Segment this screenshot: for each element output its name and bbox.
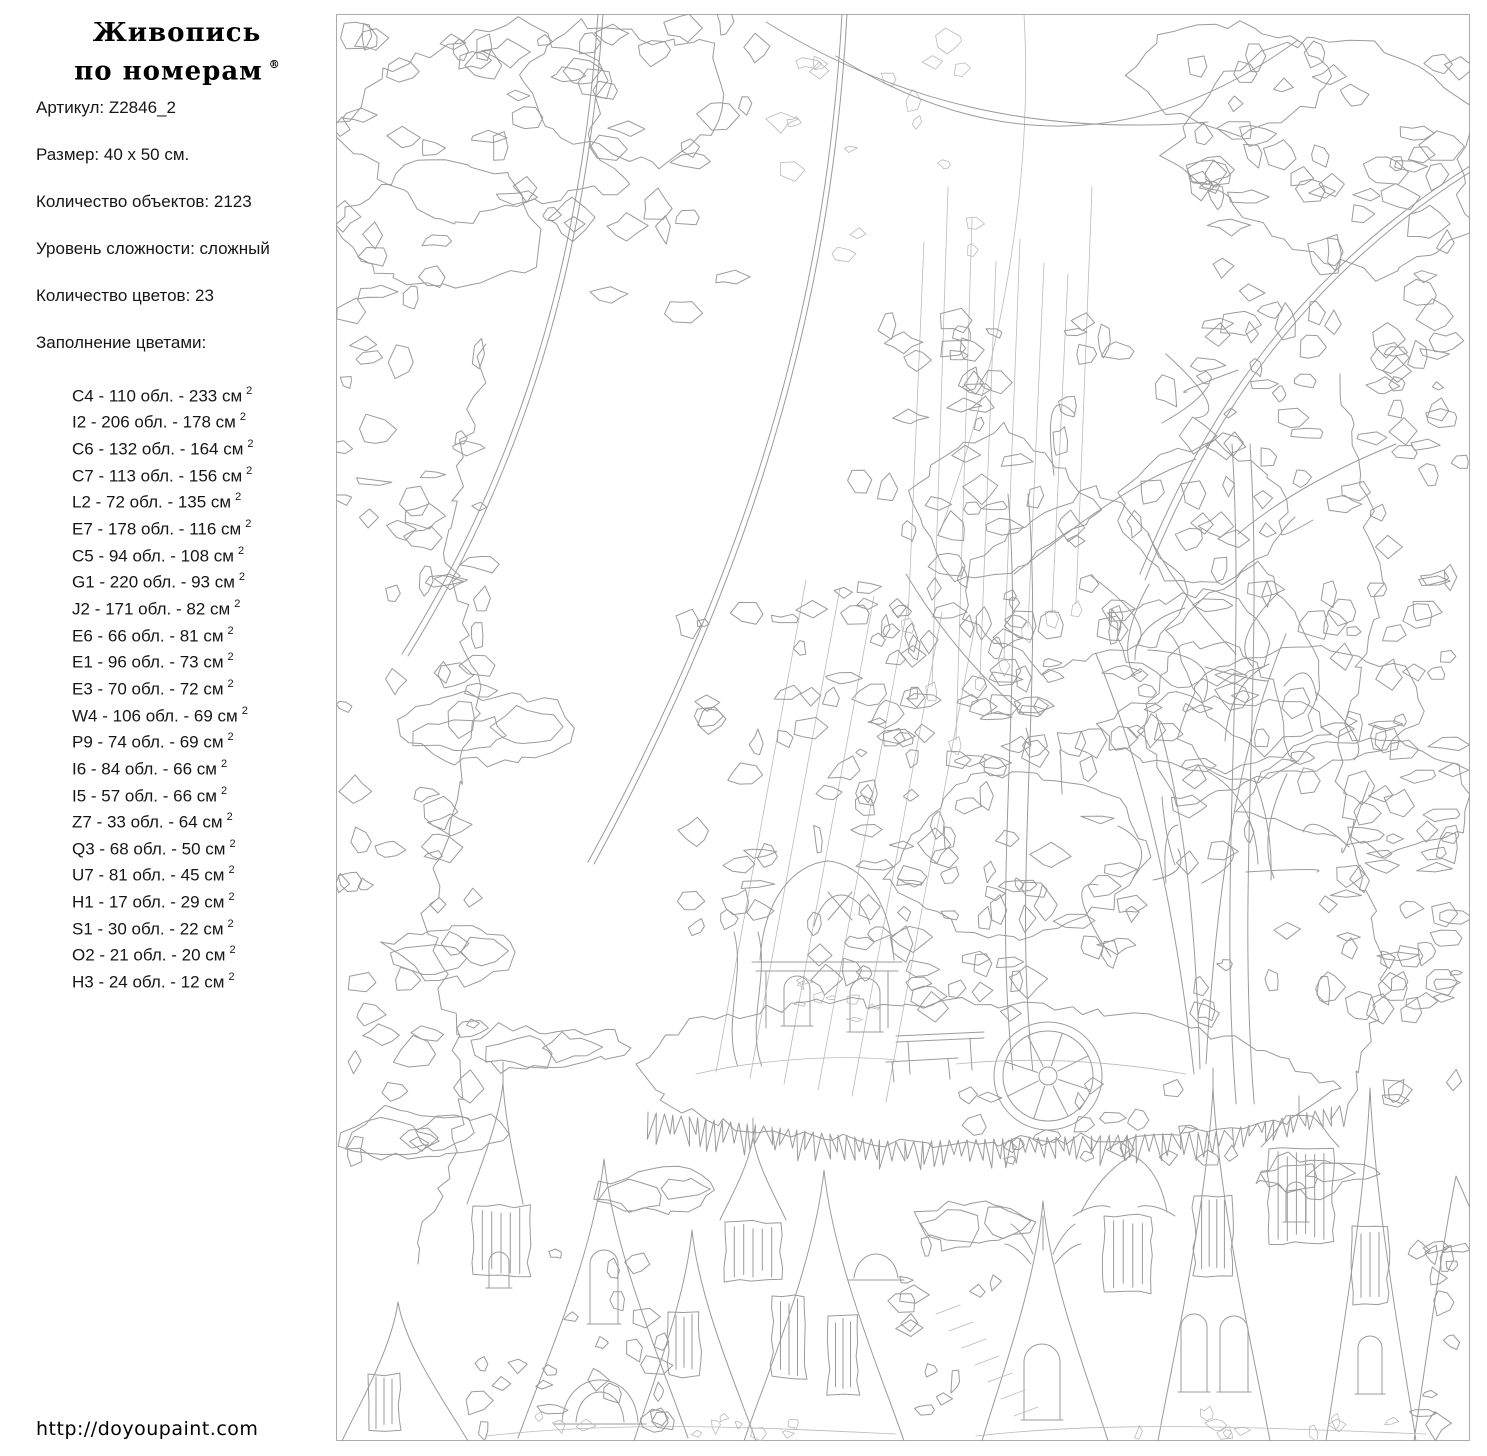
- separator: -: [93, 972, 109, 992]
- color-code: U7: [72, 866, 94, 886]
- region-count: 70 обл.: [107, 679, 165, 699]
- color-fill-list: [72, 381, 336, 994]
- brand-line2-text: по номерам: [74, 56, 263, 87]
- separator: -: [93, 466, 109, 486]
- color-fill-item: [72, 781, 336, 808]
- area-superscript: 2: [245, 517, 252, 530]
- region-count: 21 обл.: [109, 946, 167, 966]
- area-superscript: 2: [241, 704, 248, 717]
- area-value: 93 см: [191, 572, 235, 592]
- separator: -: [166, 946, 182, 966]
- area-superscript: 2: [228, 971, 235, 984]
- color-fill-item: [72, 461, 336, 488]
- color-fill-item: [72, 914, 336, 941]
- region-count: 106 обл.: [112, 706, 179, 726]
- color-fill-item: [72, 727, 336, 754]
- color-fill-item: [72, 541, 336, 568]
- color-code: E3: [72, 679, 93, 699]
- site-url: http://doyoupaint.com: [36, 1418, 259, 1440]
- separator: -: [93, 546, 109, 566]
- region-count: 94 обл.: [108, 546, 166, 566]
- product-article: Артикул: Z2846_2: [36, 97, 176, 117]
- color-code: W4: [72, 706, 98, 726]
- color-fill-item: [72, 807, 336, 834]
- color-fill-item: [72, 940, 336, 967]
- separator: -: [90, 492, 107, 512]
- color-fill-item: [72, 674, 336, 701]
- separator: -: [171, 599, 187, 619]
- separator: -: [93, 892, 109, 912]
- region-count: 24 обл.: [108, 972, 166, 992]
- region-count: 33 обл.: [106, 812, 164, 832]
- area-superscript: 2: [227, 624, 234, 637]
- area-superscript: 2: [227, 677, 234, 690]
- separator: -: [167, 412, 183, 432]
- color-code: O2: [72, 946, 95, 966]
- area-value: 12 см: [180, 972, 225, 992]
- area-value: 73 см: [179, 652, 224, 672]
- separator: -: [94, 572, 110, 592]
- separator: -: [93, 866, 109, 886]
- separator: -: [164, 626, 180, 646]
- separator: -: [93, 439, 109, 459]
- separator: -: [174, 519, 190, 539]
- area-superscript: 2: [237, 544, 245, 557]
- separator: -: [164, 652, 180, 672]
- color-fill-item: [72, 434, 336, 461]
- area-superscript: 2: [246, 464, 253, 477]
- separator: -: [92, 519, 108, 539]
- separator: -: [175, 439, 191, 459]
- separator: -: [89, 599, 106, 619]
- paint-by-numbers-canvas: [336, 14, 1470, 1441]
- area-value: 50 см: [181, 839, 226, 859]
- color-fill-item: [72, 567, 336, 594]
- region-count: 220 обл.: [109, 572, 176, 592]
- color-code: P9: [72, 732, 93, 752]
- separator: -: [86, 786, 102, 806]
- separator: -: [166, 839, 182, 859]
- separator: -: [162, 492, 178, 512]
- color-code: H1: [72, 892, 94, 912]
- area-value: 178 см: [182, 412, 236, 432]
- area-value: 82 см: [186, 599, 231, 619]
- region-count: 178 обл.: [107, 519, 175, 539]
- area-superscript: 2: [235, 491, 242, 504]
- separator: -: [94, 946, 110, 966]
- color-fill-item: [72, 621, 336, 648]
- color-code: I5: [72, 786, 87, 806]
- separator: -: [173, 466, 189, 486]
- region-count: 30 обл.: [107, 919, 165, 939]
- color-code: E1: [72, 652, 93, 672]
- separator: -: [164, 919, 180, 939]
- separator: -: [164, 732, 180, 752]
- region-count: 68 обл.: [109, 839, 167, 859]
- color-fill-item: [72, 860, 336, 887]
- color-code: E6: [72, 626, 93, 646]
- area-value: 81 см: [179, 626, 224, 646]
- separator: -: [97, 706, 113, 726]
- left-panel: [0, 0, 336, 1456]
- color-code: I2: [72, 412, 87, 432]
- region-count: 171 обл.: [105, 599, 172, 619]
- area-value: 69 см: [179, 732, 224, 752]
- area-value: 66 см: [173, 786, 217, 806]
- product-objects-count: Количество объектов: 2123: [36, 191, 252, 211]
- region-count: 132 обл.: [108, 439, 176, 459]
- region-count: 57 обл.: [101, 786, 158, 806]
- region-count: 113 обл.: [108, 466, 174, 486]
- separator: -: [158, 786, 174, 806]
- area-superscript: 2: [220, 784, 228, 797]
- brand-logo: [24, 16, 330, 89]
- area-value: 66 см: [173, 759, 217, 779]
- color-code: J2: [72, 599, 90, 619]
- area-value: 164 см: [190, 439, 244, 459]
- separator: -: [165, 866, 181, 886]
- color-code: C4: [72, 386, 94, 406]
- region-count: 17 обл.: [108, 892, 166, 912]
- area-value: 22 см: [179, 919, 224, 939]
- color-code: Q3: [72, 839, 95, 859]
- area-value: 156 см: [188, 466, 243, 486]
- color-fill-item: [72, 487, 336, 514]
- separator: -: [165, 546, 181, 566]
- area-superscript: 2: [228, 891, 235, 904]
- area-value: 20 см: [181, 946, 226, 966]
- region-count: 96 обл.: [107, 652, 165, 672]
- separator: -: [92, 652, 108, 672]
- color-fill-item: [72, 647, 336, 674]
- area-value: 29 см: [180, 892, 225, 912]
- separator: -: [92, 679, 108, 699]
- area-superscript: 2: [220, 757, 228, 770]
- color-fill-item: [72, 834, 336, 861]
- registered-mark: ®: [268, 58, 280, 71]
- area-superscript: 2: [227, 651, 234, 664]
- area-value: 233 см: [188, 386, 243, 406]
- area-superscript: 2: [229, 944, 236, 957]
- region-count: 84 обл.: [101, 759, 158, 779]
- area-superscript: 2: [246, 384, 253, 397]
- separator: -: [158, 759, 174, 779]
- color-fill-item: [72, 594, 336, 621]
- color-code: E7: [72, 519, 93, 539]
- separator: -: [86, 759, 102, 779]
- separator: -: [165, 972, 181, 992]
- separator: -: [86, 412, 102, 432]
- color-code: S1: [72, 919, 93, 939]
- area-value: 116 см: [189, 519, 242, 539]
- product-info: [36, 99, 336, 994]
- color-code: C6: [72, 439, 94, 459]
- separator: -: [173, 386, 189, 406]
- area-value: 69 см: [193, 706, 238, 726]
- area-superscript: 2: [226, 811, 233, 824]
- product-difficulty: Уровень сложности: сложный: [36, 238, 270, 258]
- area-value: 108 см: [180, 546, 234, 566]
- area-superscript: 2: [239, 411, 246, 424]
- separator: -: [94, 839, 110, 859]
- area-value: 45 см: [180, 866, 225, 886]
- region-count: 66 обл.: [107, 626, 165, 646]
- color-code: C7: [72, 466, 94, 486]
- area-superscript: 2: [238, 571, 246, 584]
- brand-line2: [24, 50, 330, 89]
- product-colors-count: Количество цветов: 23: [36, 285, 214, 305]
- region-count: 206 обл.: [101, 412, 168, 432]
- region-count: 110 обл.: [108, 386, 174, 406]
- area-superscript: 2: [227, 731, 234, 744]
- brand-line1: Живопись: [92, 18, 262, 48]
- color-code: H3: [72, 972, 94, 992]
- separator: -: [92, 732, 108, 752]
- color-fill-item: [72, 514, 336, 541]
- area-value: 64 см: [178, 812, 223, 832]
- separator: -: [93, 386, 109, 406]
- color-fill-item: [72, 887, 336, 914]
- color-fill-item: [72, 967, 336, 994]
- product-size: Размер: 40 x 50 см.: [36, 144, 190, 164]
- area-superscript: 2: [234, 597, 241, 610]
- region-count: 74 обл.: [107, 732, 165, 752]
- area-superscript: 2: [247, 437, 254, 450]
- separator: -: [92, 626, 108, 646]
- area-superscript: 2: [229, 837, 236, 850]
- separator: -: [178, 706, 194, 726]
- color-fill-item: [72, 381, 336, 408]
- separator: -: [92, 919, 108, 939]
- separator: -: [164, 679, 180, 699]
- color-code: Z7: [72, 812, 92, 832]
- color-code: L2: [72, 492, 91, 512]
- color-fill-header: Заполнение цветами:: [36, 332, 207, 352]
- separator: -: [163, 812, 179, 832]
- area-value: 135 см: [177, 492, 232, 512]
- area-value: 72 см: [179, 679, 224, 699]
- color-code: G1: [72, 572, 95, 592]
- region-count: 81 обл.: [108, 866, 166, 886]
- separator: -: [91, 812, 107, 832]
- color-fill-item: [72, 407, 336, 434]
- separator: -: [175, 572, 192, 592]
- color-code: I6: [72, 759, 87, 779]
- region-count: 72 обл.: [106, 492, 163, 512]
- separator: -: [165, 892, 181, 912]
- color-fill-item: [72, 701, 336, 728]
- area-superscript: 2: [227, 917, 234, 930]
- color-fill-item: [72, 754, 336, 781]
- area-superscript: 2: [228, 864, 235, 877]
- color-code: C5: [72, 546, 94, 566]
